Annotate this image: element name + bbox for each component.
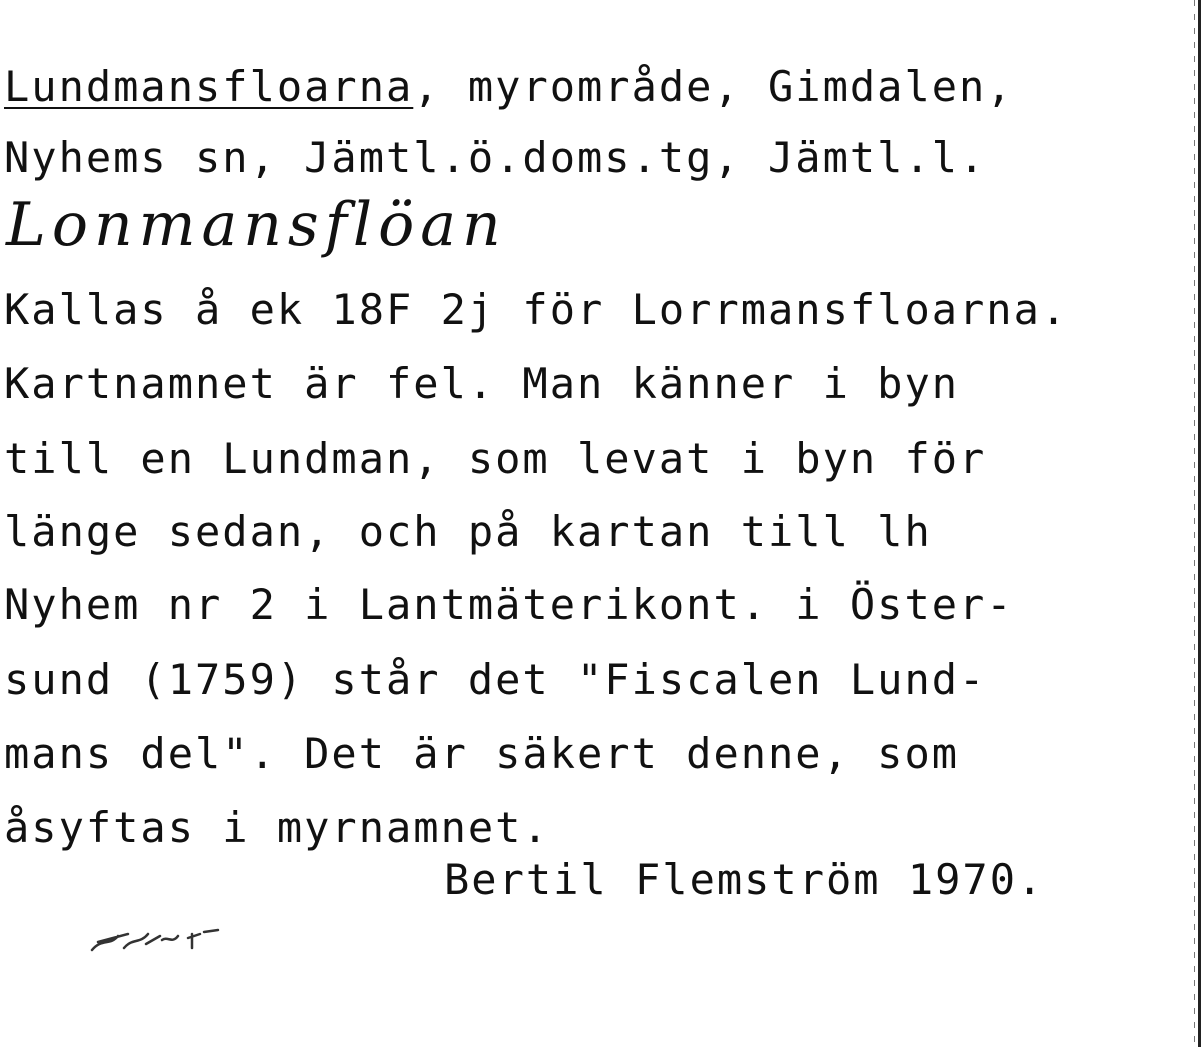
body-line: sund (1759) står det "Fiscalen Lund- <box>4 655 987 704</box>
scribble-mark <box>88 918 238 968</box>
title-location: , myrområde, Gimdalen, <box>413 62 1014 111</box>
body-line: åsyftas i myrnamnet. <box>4 803 550 852</box>
card-edge-shadow <box>1194 0 1195 1047</box>
body-line: Nyhem nr 2 i Lantmäterikont. i Öster- <box>4 580 1014 629</box>
body-line: mans del". Det är säkert denne, som <box>4 729 960 778</box>
body-line: länge sedan, och på kartan till lh <box>4 507 932 556</box>
signature: Bertil Flemström 1970. <box>444 855 1045 904</box>
headword: Lundmansfloarna <box>4 62 414 111</box>
card-title-line <box>4 62 1014 112</box>
handwritten-form: Lonmansflöan <box>6 190 507 260</box>
body-line: Kallas å ek 18F 2j för Lorrmansfloarna. <box>4 285 1069 334</box>
body-line: Kartnamnet är fel. Man känner i byn <box>4 359 960 408</box>
body-line: till en Lundman, som levat i byn för <box>4 434 987 483</box>
parish-line: Nyhems sn, Jämtl.ö.doms.tg, Jämtl.l. <box>4 133 987 182</box>
